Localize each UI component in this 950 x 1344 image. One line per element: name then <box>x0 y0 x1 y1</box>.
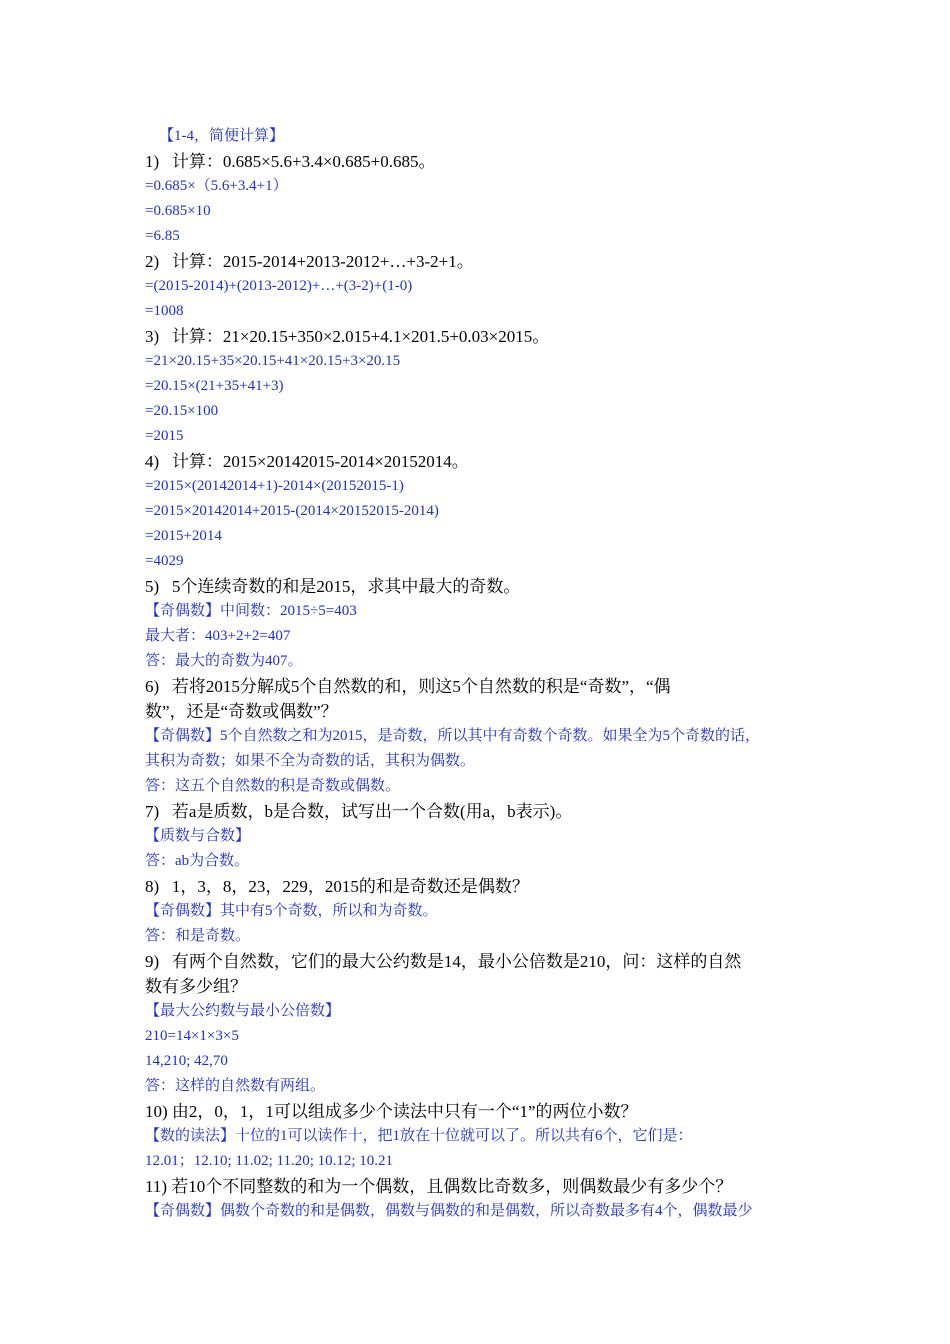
question-line: 11) 若10个不同整数的和为一个偶数，且偶数比奇数多，则偶数最少有多少个？ <box>145 1177 733 1196</box>
question-line: 5) 5个连续奇数的和是2015，求其中最大的奇数。 <box>145 577 521 596</box>
answer-line: =4029 <box>145 553 184 569</box>
answer-line: 答：和是奇数。 <box>145 928 251 944</box>
question-line: 9) 有两个自然数，它们的最大公约数是14，最小公倍数是210，问：这样的自然 <box>145 952 742 971</box>
section-heading: 【1-4，简便计算】 <box>159 128 284 144</box>
question-line: 6) 若将2015分解成5个自然数的和，则这5个自然数的积是“奇数”，“偶 <box>145 677 671 696</box>
answer-line: 【奇偶数】偶数个奇数的和是偶数，偶数与偶数的和是偶数，所以奇数最多有4个，偶数最少 <box>145 1203 753 1219</box>
answer-line: 【数的读法】十位的1可以读作十，把1放在十位就可以了。所以共有6个，它们是： <box>145 1128 693 1144</box>
answer-line: =21×20.15+35×20.15+41×20.15+3×20.15 <box>145 353 401 369</box>
answer-line: 【最大公约数与最小公倍数】 <box>145 1003 341 1019</box>
answer-line: 最大者：403+2+2=407 <box>145 628 291 644</box>
answer-line: 【奇偶数】5个自然数之和为2015，是奇数，所以其中有奇数个奇数。如果全为5个奇数的话， <box>145 728 761 744</box>
answer-line: =20.15×(21+35+41+3) <box>145 378 284 394</box>
answer-line: =2015+2014 <box>145 528 222 544</box>
question-line: 4) 计算：2015×20142015-2014×20152014。 <box>145 452 469 471</box>
question-line: 2) 计算：2015-2014+2013-2012+…+3-2+1。 <box>145 252 474 271</box>
answer-line: =2015 <box>145 428 184 444</box>
answer-line: 12.01；12.10; 11.02; 11.20; 10.12; 10.21 <box>145 1153 394 1169</box>
content-lines <box>145 149 810 1224</box>
answer-line: =2015×20142014+2015-(2014×20152015-2014) <box>145 503 439 519</box>
answer-line: 答：ab为合数。 <box>145 853 250 869</box>
answer-line: 其积为奇数；如果不全为奇数的话，其积为偶数。 <box>145 753 476 769</box>
answer-line: =6.85 <box>145 228 180 244</box>
question-line: 7) 若a是质数，b是合数，试写出一个合数(用a，b表示)。 <box>145 802 573 821</box>
question-line: 1) 计算：0.685×5.6+3.4×0.685+0.685。 <box>145 152 436 171</box>
answer-line: =0.685×10 <box>145 203 211 219</box>
answer-line: 答：这样的自然数有两组。 <box>145 1078 326 1094</box>
answer-line: =2015×(20142014+1)-2014×(20152015-1) <box>145 478 404 494</box>
answer-line: =(2015-2014)+(2013-2012)+…+(3-2)+(1-0) <box>145 278 413 294</box>
document-body <box>145 124 810 1224</box>
answer-line: =20.15×100 <box>145 403 219 419</box>
question-line: 3) 计算：21×20.15+350×2.015+4.1×201.5+0.03×2015。 <box>145 327 550 346</box>
answer-line: 答：最大的奇数为407。 <box>145 653 303 669</box>
question-line: 8) 1，3，8，23，229，2015的和是奇数还是偶数？ <box>145 877 529 896</box>
answer-line: 【质数与合数】 <box>145 828 251 844</box>
answer-line: 答：这五个自然数的积是奇数或偶数。 <box>145 778 401 794</box>
answer-line: =0.685×（5.6+3.4+1） <box>145 178 288 194</box>
answer-line: =1008 <box>145 303 184 319</box>
answer-line: 210=14×1×3×5 <box>145 1028 239 1044</box>
answer-line: 【奇偶数】中间数：2015÷5=403 <box>145 603 357 619</box>
question-line: 10) 由2，0，1，1可以组成多少个读法中只有一个“1”的两位小数？ <box>145 1102 638 1121</box>
answer-line: 14,210; 42,70 <box>145 1053 228 1069</box>
answer-line: 【奇偶数】其中有5个奇数，所以和为奇数。 <box>145 903 438 919</box>
question-line: 数”，还是“奇数或偶数”？ <box>145 702 338 721</box>
question-line: 数有多少组？ <box>145 977 247 996</box>
